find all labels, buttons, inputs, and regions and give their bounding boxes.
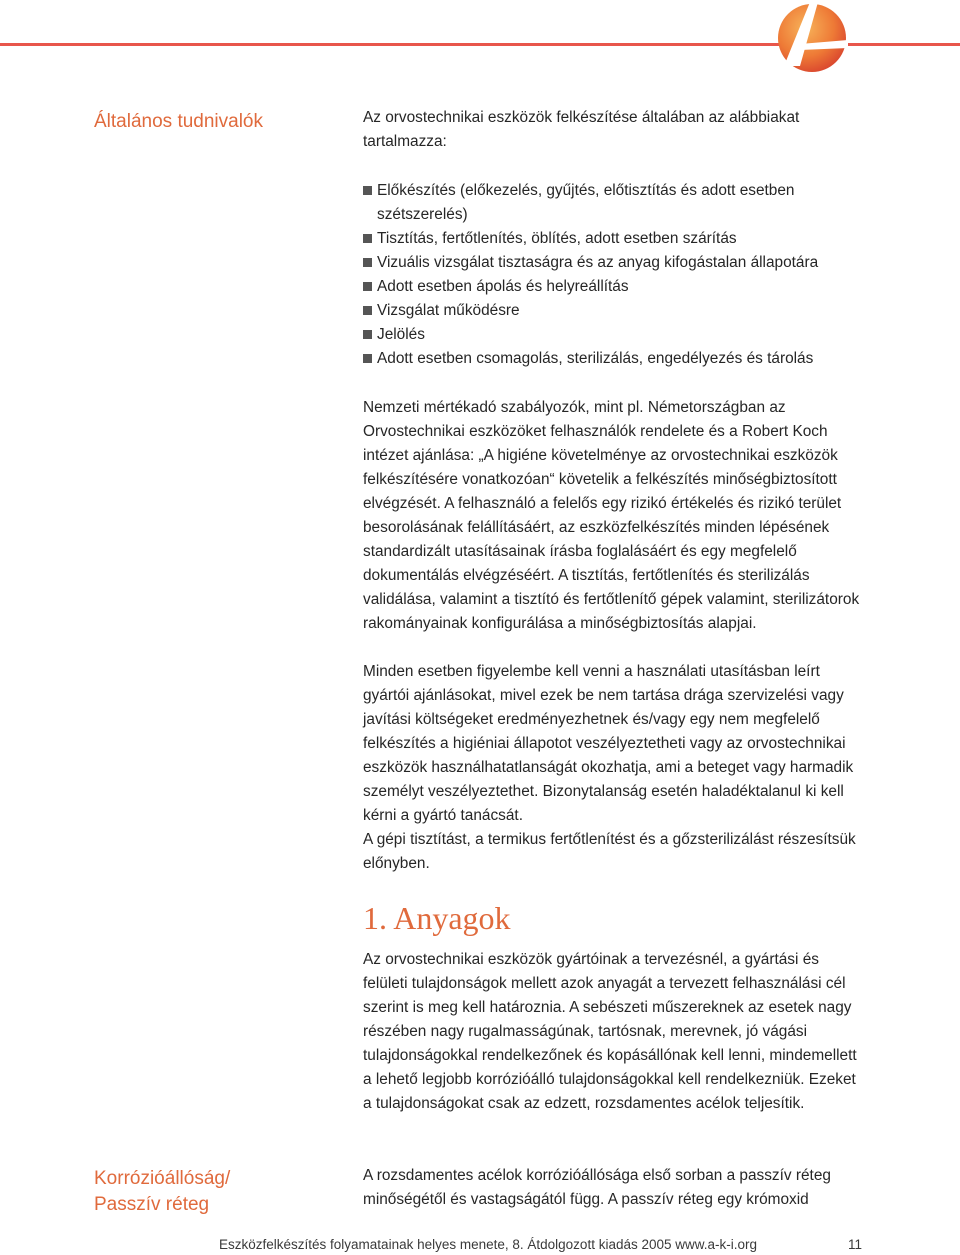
machine-cleaning-text: A gépi tisztítást, a termikus fertőtlenítést és a gőzsterilizálást részesítsük előnyben.: [363, 831, 856, 872]
intro-paragraph: [363, 106, 863, 154]
aki-logo-icon: [770, 0, 850, 74]
section-heading-materials: 1. Anyagok: [363, 900, 511, 936]
corrosion-heading-line2: Passzív réteg: [94, 1194, 210, 1215]
instructions-text: Minden esetben figyelembe kell venni a használati utasításban leírt gyártói ajánlásokat, mivel ezek be nem tartása drága szervizelési vagy javítási költségeket eredményezhetnek és/vagy egy nem megfelelő felkészítés a higiéniai állapotot veszélyeztetheti vagy az orvostechnikai eszközök használhatatlanságát okozhatja, ami a beteget vagy harmadik személyt veszélyeztethet. Bizonytalanság esetén haladéktalanul ki kell kérni a gyártó tanácsát.: [363, 663, 854, 824]
preparation-steps: [363, 179, 863, 371]
instructions-paragraph: [363, 660, 863, 876]
footer-text: Eszközfelkészítés folyamatainak helyes menete, 8. Átdolgozott kiadás 2005 www.a-k-i.org: [219, 1237, 758, 1252]
materials-paragraph: [363, 948, 863, 1116]
list-item: Jelölés: [363, 323, 863, 347]
page-number: 11: [848, 1237, 863, 1252]
list-item: Tisztítás, fertőtlenítés, öblítés, adott esetben szárítás: [363, 227, 863, 251]
bullet-list: [363, 179, 863, 371]
list-item: Előkészítés (előkezelés, gyűjtés, előtisztítás és adott esetben szétszerelés): [363, 179, 863, 227]
list-item: Vizuális vizsgálat tisztaságra és az anyag kifogástalan állapotára: [363, 251, 863, 275]
materials-text: Az orvostechnikai eszközök gyártóinak a tervezésnél, a gyártási és felületi tulajdonságok mellett azok anyagát a tervezett felhasználási cél szerint is meg kell határoznia. A sebészeti műszereknek az esetek nagy részében nagy rugalmasságúnak, tartósnak, merevnek, jó vágási tulajdonságokkal rendelkezőnek és kopásállónak kell lenni, mindemellett a lehető legjobb korrózióálló tulajdonságokkal kell rendelkezniük. Ezeket a tulajdonságokat csak az edzett, rozsdamentes acélok teljesítik.: [363, 951, 857, 1112]
general-info-heading: Általános tudnivalók: [94, 111, 263, 132]
list-item: Adott esetben csomagolás, sterilizálás, engedélyezés és tárolás: [363, 347, 863, 371]
list-item: Adott esetben ápolás és helyreállítás: [363, 275, 863, 299]
corrosion-heading: [94, 1166, 230, 1218]
corrosion-paragraph: [363, 1164, 863, 1212]
regulations-text: Nemzeti mértékadó szabályozók, mint pl. Németországban az Orvostechnikai eszközöket felhasználók rendelete és a Robert Koch intézet ajánlása: „A higiéne követelménye az orvostechnikai eszközök felkészítésére vonatkozóan“ követelik a felkészítés minőségbiztosított elvégzését. A felhasználó a felelős egy rizikó értékelés és rizikó terület besorolásának felállításáért, az eszközfelkészítés minden lépésének standardizált utasításainak írásba foglalásáért és egy megfelelő dokumentálás elvégzéséért. A tisztítás, fertőtlenítés és sterilizálás validálása, valamint a tisztító és fertőtlenítő gépek valamint, sterilizátorok rakományainak konfigurálása a minőségbiztosítás alapjai.: [363, 399, 860, 632]
intro-text: Az orvostechnikai eszközök felkészítése általában az alábbiakat tartalmazza:: [363, 109, 800, 150]
corrosion-heading-line1: Korrózióállóság/: [94, 1168, 231, 1189]
regulations-paragraph: [363, 396, 863, 636]
list-item: Vizsgálat működésre: [363, 299, 863, 323]
corrosion-text: A rozsdamentes acélok korrózióállósága első sorban a passzív réteg minőségétől és vastagságától függ. A passzív réteg egy krómoxid: [363, 1167, 831, 1208]
